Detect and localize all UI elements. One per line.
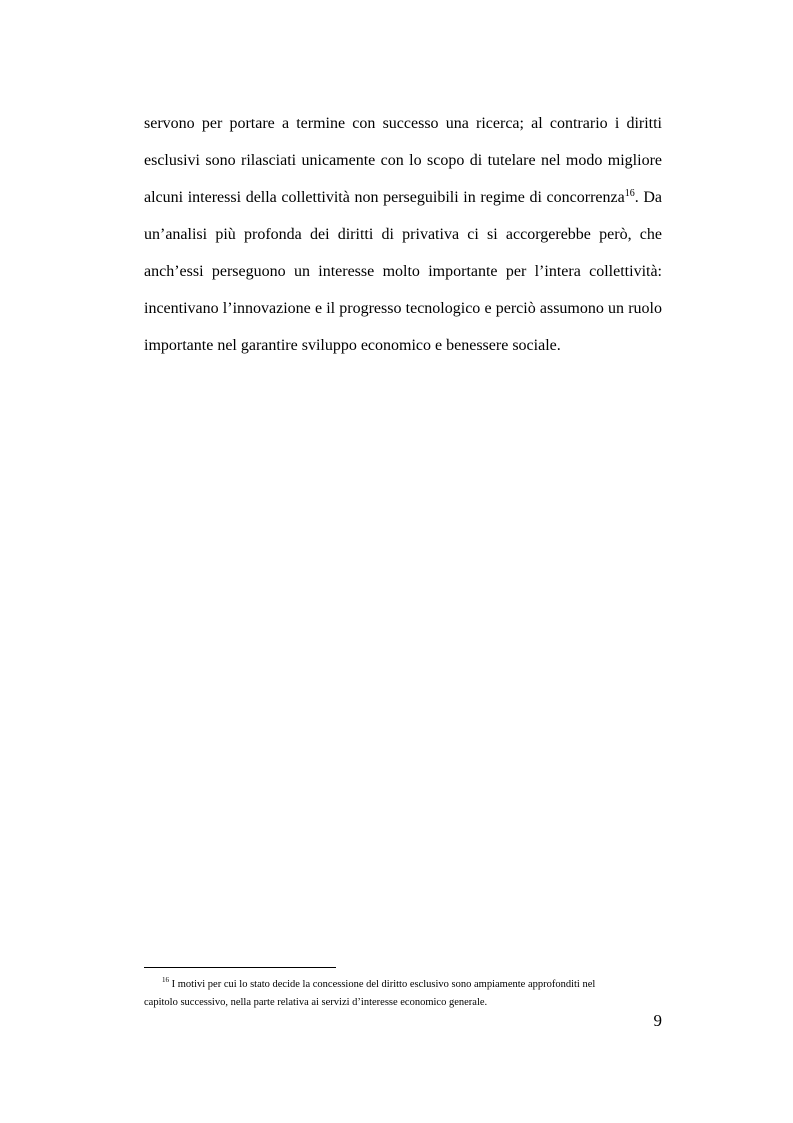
footnote: [144, 976, 662, 1012]
paragraph-line: anch’essi perseguono un interesse molto importante per l’intera collettività:: [144, 263, 662, 280]
body-paragraph: [144, 112, 662, 371]
footnote-line: [144, 976, 662, 994]
paragraph-line-continuation: . Da: [634, 189, 662, 206]
paragraph-line: [144, 186, 662, 223]
paragraph-line-text: alcuni interessi della collettività non perseguibili in regime di concorrenza: [144, 189, 625, 206]
paragraph-line: servono per portare a termine con successo una ricerca; al contrario i diritti: [144, 115, 662, 132]
page-number: 9: [653, 1011, 662, 1030]
footnote-marker: 16: [162, 976, 169, 984]
footnote-reference[interactable]: 16: [624, 188, 635, 199]
paragraph-line: importante nel garantire sviluppo economico e benessere sociale.: [144, 337, 561, 354]
paragraph-line: un’analisi più profonda dei diritti di privativa ci si accorgerebbe però, che: [144, 226, 662, 243]
footnote-text: I motivi per cui lo stato decide la concessione del diritto esclusivo sono ampiamente approfonditi nel: [169, 979, 596, 990]
paragraph-line: incentivano l’innovazione e il progresso tecnologico e perciò assumono un ruolo: [144, 300, 662, 317]
paragraph-line: esclusivi sono rilasciati unicamente con lo scopo di tutelare nel modo migliore: [144, 152, 662, 169]
footnote-line: capitolo successivo, nella parte relativa ai servizi d’interesse economico generale.: [144, 997, 488, 1008]
footnote-separator: [144, 967, 336, 968]
